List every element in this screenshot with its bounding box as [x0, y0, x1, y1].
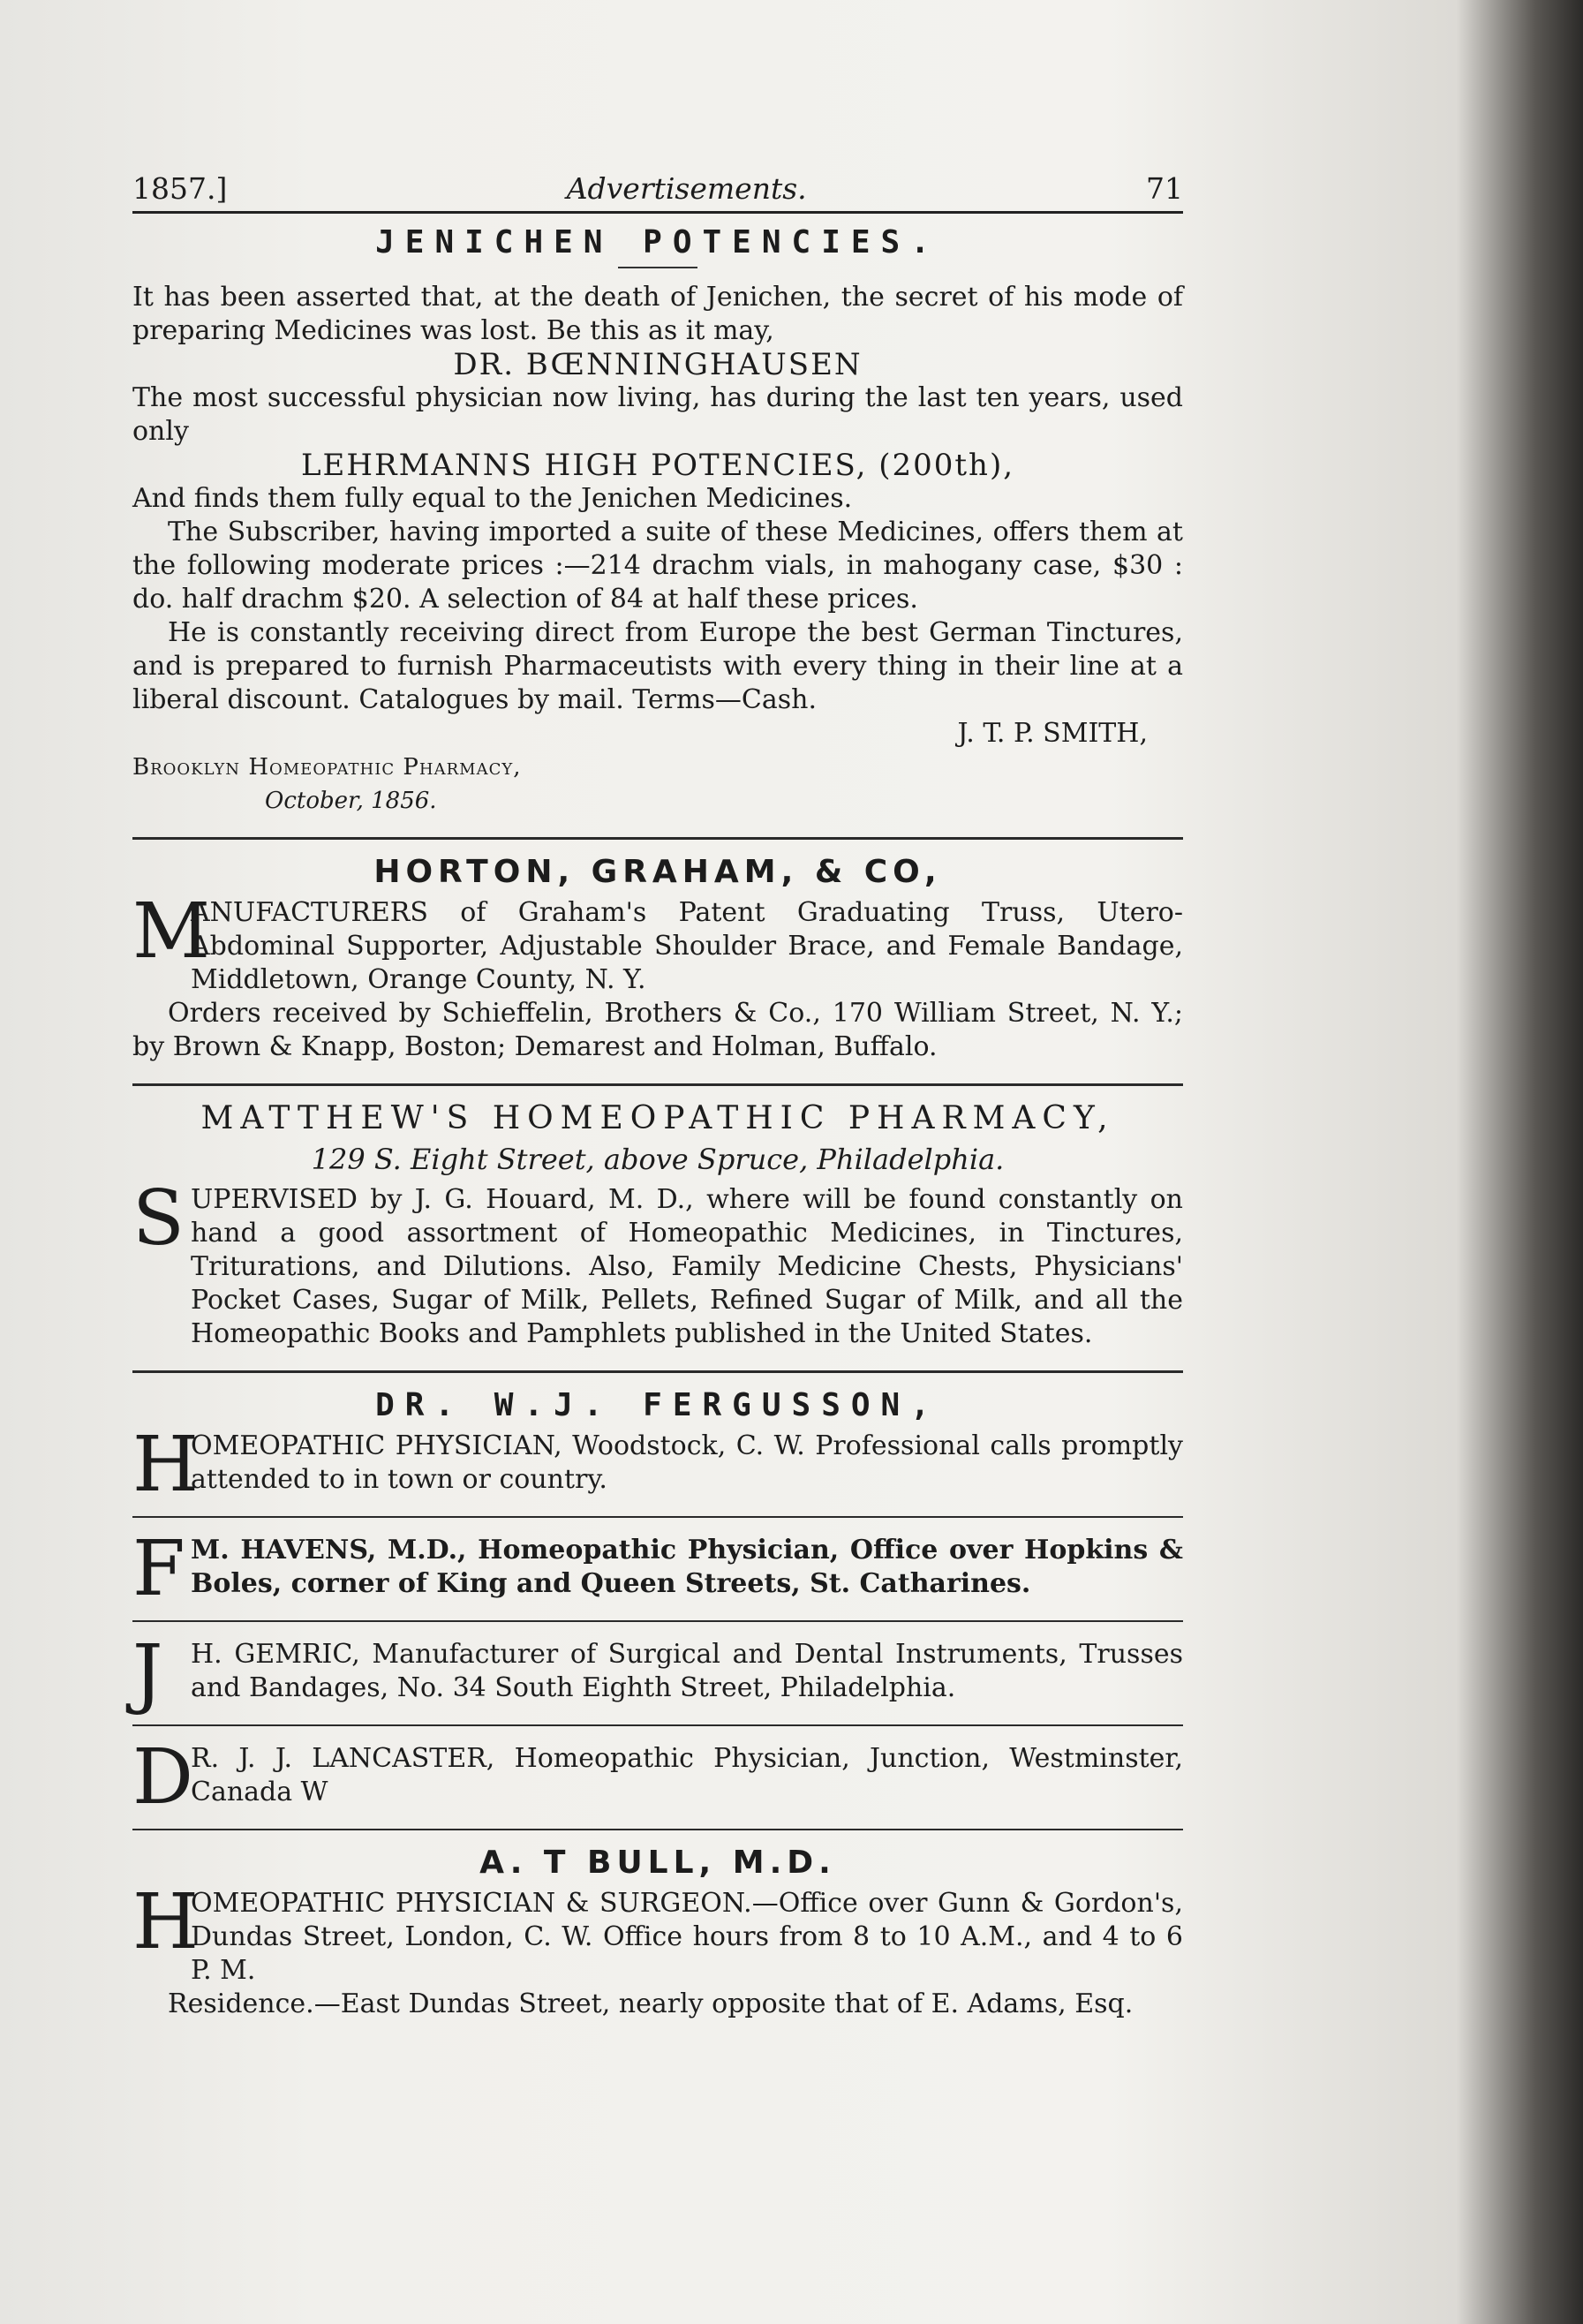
- running-header: [132, 172, 1183, 214]
- ad-paragraph: OMEOPATHIC PHYSICIAN & SURGEON.—Office over Gunn & Gordon's, Dundas Street, London, C. W. Office hours from 8 to 10 A.M., and 4 to 6 P. M.: [191, 1888, 1183, 1986]
- ad-date: October, 1856.: [265, 788, 437, 814]
- header-title: Advertisements.: [566, 171, 807, 206]
- divider: [132, 1620, 1183, 1622]
- ad-title: A. T BULL, M.D.: [479, 1845, 836, 1881]
- ad-body: [132, 887, 1183, 997]
- ad-name: DR. BŒNNINGHAUSEN: [453, 347, 863, 382]
- ad-lancaster: [132, 1733, 1183, 1822]
- ad-paragraph: OMEOPATHIC PHYSICIAN, Woodstock, C. W. Professional calls promptly attended to in town or country.: [191, 1430, 1183, 1495]
- ad-paragraph: The most successful physician now living, has during the last ten years, used only: [132, 382, 1183, 447]
- ad-title: MATTHEW'S HOMEOPATHIC PHARMACY,: [200, 1100, 1115, 1136]
- divider: [132, 837, 1183, 840]
- ad-paragraph: And finds them fully equal to the Jenichen Medicines.: [132, 483, 853, 514]
- drop-cap: H: [132, 1878, 199, 1966]
- ad-paragraph: It has been asserted that, at the death of Jenichen, the secret of his mode of preparing Medicines was lost. Be this as it may,: [132, 282, 1183, 346]
- ad-paragraph: UPERVISED by J. G. Houard, M. D., where will be found constantly on hand a good assortment of Homeopathic Medicines, in Tinctures, Triturations, and Dilutions. Also, Family Medicine Chests, Physicians' Pocket Cases, Sugar of Milk, Pellets, Refined Sugar of Milk, and all the Homeopathic Books and Pamphlets published in the United States.: [191, 1184, 1183, 1349]
- header-year: 1857.]: [132, 171, 228, 206]
- divider: [132, 1516, 1183, 1518]
- ad-paragraph: He is constantly receiving direct from Europe the best German Tinctures, and is prepared to furnish Pharmaceutists with every thing in their line at a liberal discount. Catalogues by mail. Terms—Cash.: [132, 617, 1183, 715]
- ad-signature: J. T. P. SMITH,: [957, 718, 1148, 749]
- ad-address: 129 S. Eight Street, above Spruce, Philadelphia.: [311, 1143, 1005, 1176]
- ad-paragraph: ANUFACTURERS of Graham's Patent Graduating Truss, Utero-Abdominal Supporter, Adjustable Shoulder Brace, and Female Bandage, Middletown, Orange County, N. Y.: [191, 897, 1183, 995]
- ad-paragraph: The Subscriber, having imported a suite of these Medicines, offers them at the following moderate prices :—214 drachm vials, in mahogany case, $30 : do. half drachm $20. A selection of 84 at half these prices.: [132, 517, 1183, 615]
- ad-paragraph: Orders received by Schieffelin, Brothers & Co., 170 William Street, N. Y.; by Brown & Knapp, Boston; Demarest and Holman, Buffalo.: [132, 998, 1183, 1062]
- drop-cap: F: [132, 1525, 185, 1613]
- divider: [132, 1724, 1183, 1726]
- drop-cap: H: [132, 1421, 199, 1509]
- ad-body: [132, 1421, 1183, 1509]
- ad-paragraph: Residence.—East Dundas Street, nearly opposite that of E. Adams, Esq.: [168, 1988, 1134, 2019]
- ad-horton: [132, 856, 1183, 1064]
- ad-body: [132, 1878, 1183, 1988]
- drop-cap: M: [132, 887, 211, 976]
- ad-bull: [132, 1846, 1183, 2021]
- ad-body: [132, 1174, 1183, 1351]
- ad-product: LEHRMANNS HIGH POTENCIES, (200th),: [300, 448, 1015, 483]
- ad-fergusson: [132, 1387, 1183, 1509]
- divider: [132, 1370, 1183, 1373]
- ad-havens: [132, 1525, 1183, 1613]
- ad-title: JENICHEN POTENCIES.: [375, 224, 940, 260]
- page-content: [132, 172, 1183, 2021]
- ad-paragraph: R. J. J. LANCASTER, Homeopathic Physician, Junction, Westminster, Canada W: [191, 1743, 1183, 1807]
- drop-cap: J: [132, 1629, 163, 1717]
- ad-gemric: [132, 1629, 1183, 1717]
- ad-jenichen: [132, 226, 1183, 818]
- ad-place: Brooklyn Homeopathic Pharmacy,: [132, 754, 522, 781]
- ad-matthew: [132, 1102, 1183, 1351]
- divider: [132, 1083, 1183, 1086]
- drop-cap: D: [132, 1733, 193, 1822]
- ad-paragraph: H. GEMRIC, Manufacturer of Surgical and Dental Instruments, Trusses and Bandages, No. 34 South Eighth Street, Philadelphia.: [191, 1639, 1183, 1703]
- ad-paragraph: M. HAVENS, M.D., Homeopathic Physician, Office over Hopkins & Boles, corner of King and Queen Streets, St. Catharines.: [191, 1535, 1183, 1599]
- short-divider: [618, 267, 697, 268]
- divider: [132, 1829, 1183, 1830]
- ad-title: DR. W.J. FERGUSSON,: [375, 1387, 940, 1423]
- page-number: 71: [1146, 171, 1183, 206]
- drop-cap: S: [132, 1174, 185, 1263]
- ad-title: HORTON, GRAHAM, & CO,: [373, 854, 942, 890]
